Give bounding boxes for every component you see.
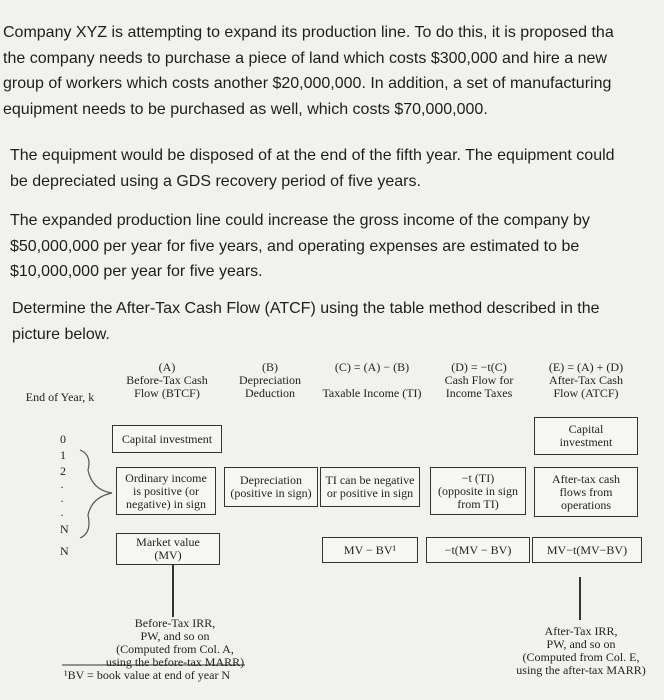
- cell-line: or positive in sign: [326, 486, 414, 500]
- row-header: End of Year, k: [25, 390, 95, 404]
- note-line: using the before-tax MARR): [105, 655, 245, 669]
- header-line: Deduction: [245, 386, 295, 400]
- text-line: $50,000,000 per year for five years, and operating expenses are estimated to be: [10, 237, 580, 255]
- text-line: Company XYZ is attempting to expand its production line. To do this, it is proposed tha: [3, 24, 614, 41]
- mv-minus-bv-cell: MV − BV¹: [322, 537, 418, 563]
- year-label: ·: [60, 480, 64, 494]
- text-line: The expanded production line could increase the gross income of the company by: [10, 212, 590, 229]
- year-label: ·: [60, 508, 64, 522]
- note-line: using the after-tax MARR): [516, 663, 646, 677]
- header-line: (E) = (A) + (D): [548, 360, 624, 374]
- text-line: be depreciated using a GDS recovery period of five years.: [10, 172, 421, 190]
- cell-line: negative) in sign: [126, 496, 206, 511]
- ordinary-income-cell: [116, 467, 216, 515]
- problem-paragraph-3: [10, 208, 664, 285]
- note-line: After-Tax IRR,: [544, 624, 618, 638]
- column-header-b: [226, 361, 314, 400]
- cell-line: Depreciation: [240, 473, 302, 487]
- cell-line: from TI): [457, 496, 499, 511]
- header-line: Cash Flow for: [444, 373, 514, 387]
- problem-paragraph-2: [10, 143, 664, 194]
- cell-line: TI can be negative: [325, 473, 415, 487]
- column-header-a: [112, 361, 222, 400]
- text-line: group of workers which costs another $20,000,000. In addition, a set of manufacturing: [3, 75, 612, 92]
- header-line: Before-Tax Cash: [126, 373, 208, 387]
- header-line: Flow (BTCF): [134, 386, 200, 400]
- header-line: (D) = −t(C): [451, 360, 507, 374]
- header-line: Income Taxes: [445, 386, 513, 400]
- column-header-d: [432, 361, 526, 400]
- year-label: N: [60, 544, 69, 558]
- text-line: Determine the After-Tax Cash Flow (ATCF) using the table method described in the: [12, 300, 600, 317]
- problem-paragraph-1: [3, 20, 664, 122]
- cell-line: Market value: [136, 535, 200, 549]
- cell-line: is positive (or: [133, 483, 199, 498]
- cell-line: (opposite in sign: [438, 483, 518, 498]
- header-line: Depreciation: [239, 373, 301, 387]
- text-line: picture below.: [12, 325, 110, 343]
- cell-line: flows from: [559, 484, 613, 499]
- header-line: (B): [262, 360, 278, 374]
- atcf-table-figure: [0, 355, 664, 700]
- text-line: $10,000,000 per year for five years.: [10, 263, 263, 280]
- year-label: 2: [60, 464, 66, 478]
- capital-investment-cell-a: Capital investment: [112, 425, 222, 453]
- cell-line: Capital: [568, 422, 604, 436]
- depreciation-cell: [224, 467, 318, 507]
- note-line: (Computed from Col. E,: [522, 650, 640, 664]
- column-header-e: [534, 361, 638, 400]
- capital-investment-cell-e: [534, 417, 638, 455]
- header-line: After-Tax Cash: [549, 373, 623, 387]
- note-line: (Computed from Col. A,: [116, 642, 234, 656]
- header-line: Taxable Income (TI): [322, 386, 422, 400]
- text-line: equipment needs to be purchased as well, which costs $70,000,000.: [3, 100, 488, 118]
- market-value-cell: [116, 533, 220, 565]
- cell-line: (MV): [154, 548, 182, 562]
- header-line: (C) = (A) − (B): [334, 360, 410, 374]
- text-line: the company needs to purchase a piece of land which costs $300,000 and hire a new: [3, 49, 607, 67]
- before-tax-note: [70, 617, 280, 669]
- cell-line: operations: [561, 497, 611, 512]
- note-line: Before-Tax IRR,: [134, 616, 216, 630]
- after-tax-note: [496, 625, 664, 677]
- tax-on-mv-bv-cell: −t(MV − BV): [426, 537, 530, 563]
- year-label: N: [60, 522, 69, 536]
- text-line: The equipment would be disposed of at the end of the fifth year. The equipment could: [10, 147, 615, 164]
- header-line: (A): [158, 360, 176, 374]
- cell-line: Ordinary income: [125, 470, 207, 485]
- footnote: ¹BV = book value at end of year N: [64, 668, 231, 682]
- year-label: 0: [60, 432, 66, 446]
- column-header-c: [316, 361, 428, 400]
- income-tax-cell: [430, 467, 526, 515]
- after-tax-ops-cell: [534, 467, 638, 517]
- year-label: ·: [60, 494, 64, 508]
- note-line: PW, and so on: [140, 629, 210, 643]
- cell-line: investment: [559, 435, 613, 449]
- taxable-income-sign-cell: [320, 467, 420, 507]
- year-label: 1: [60, 448, 66, 462]
- cell-line: After-tax cash: [551, 471, 621, 486]
- cell-line: −t (TI): [461, 470, 495, 485]
- note-line: PW, and so on: [546, 637, 616, 651]
- atcf-market-value-cell: MV−t(MV−BV): [532, 537, 642, 563]
- problem-question: [12, 296, 664, 347]
- header-line: Flow (ATCF): [553, 386, 619, 400]
- cell-line: (positive in sign): [230, 486, 312, 500]
